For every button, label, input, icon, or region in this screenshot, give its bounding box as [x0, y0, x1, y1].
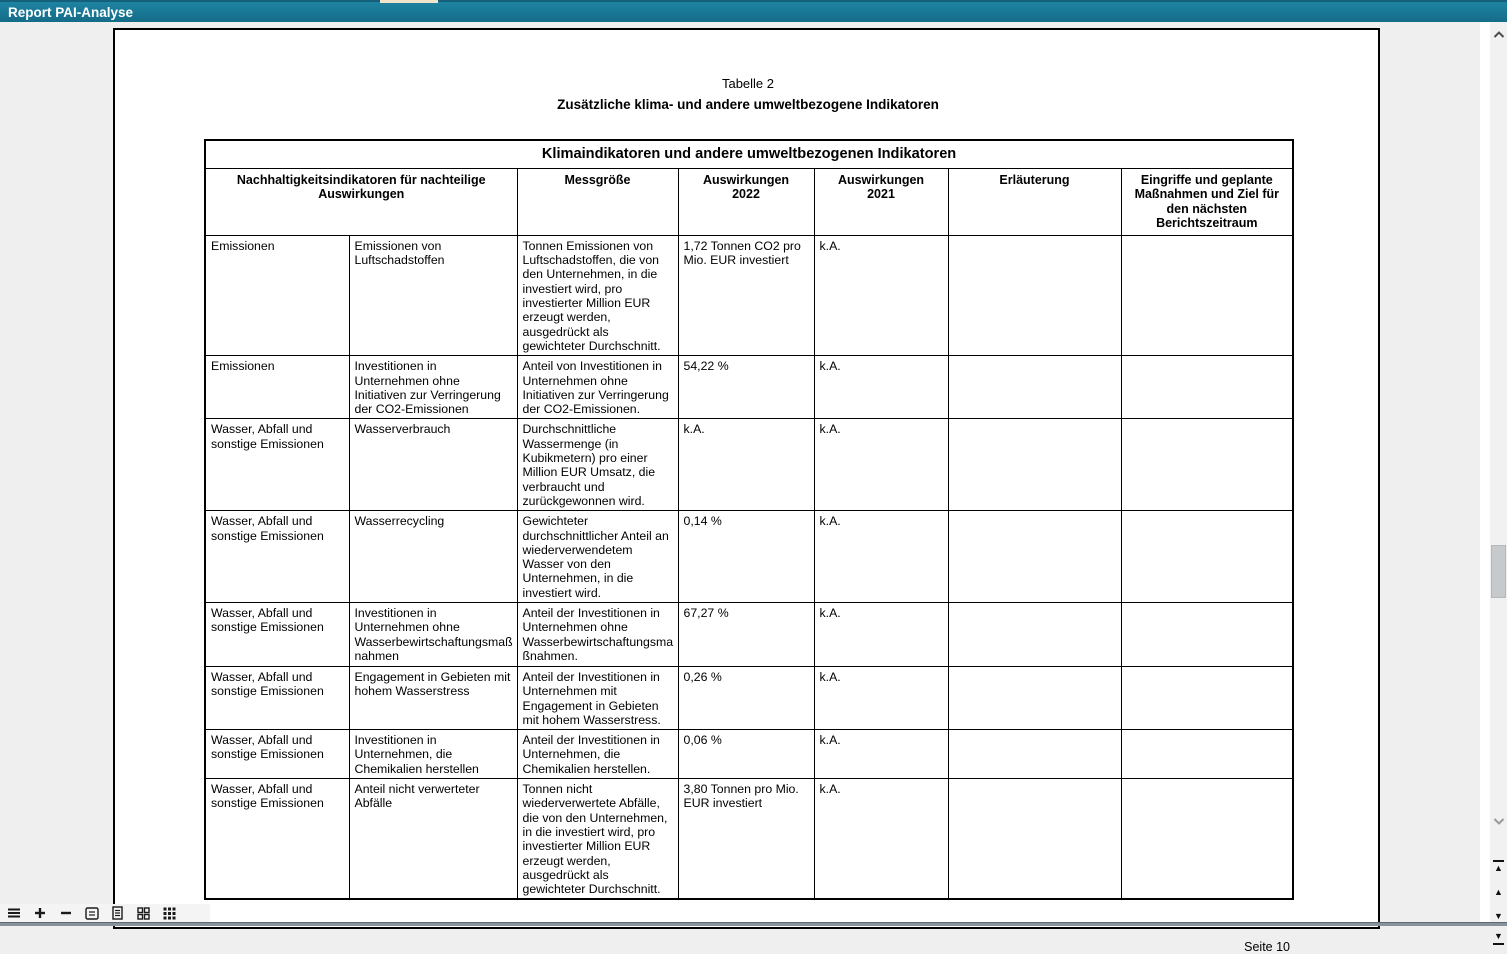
cell-category: Wasser, Abfall und sonstige Emissionen	[205, 730, 349, 779]
grid-view-icon[interactable]	[162, 906, 177, 921]
scrollbar-thumb[interactable]	[1491, 545, 1506, 598]
previous-page-icon: ▲	[1494, 886, 1503, 897]
cell-measure: Durchschnittliche Wassermenge (in Kubikmetern) pro einer Million EUR Umsatz, die verbraucht und zurückgewonnen wird.	[517, 419, 678, 511]
last-page-icon: ▼	[1494, 930, 1503, 941]
table-row	[205, 603, 1293, 667]
cell-category: Emissionen	[205, 356, 349, 419]
cell-actions	[1121, 235, 1293, 355]
cell-impact-2021: k.A.	[814, 419, 948, 511]
cell-measure: Anteil der Investitionen in Unternehmen mit Engagement in Gebieten mit hohem Wasserstress.	[517, 667, 678, 730]
table-row	[205, 779, 1293, 900]
cell-measure: Anteil der Investitionen in Unternehmen ohne Wasserbewirtschaftungsma ßnahmen.	[517, 603, 678, 667]
cell-measure: Gewichteter durchschnittlicher Anteil an wiederverwendetem Wasser von den Unternehmen, in die investiert wird.	[517, 511, 678, 603]
cell-impact-2021: k.A.	[814, 235, 948, 355]
cell-actions	[1121, 667, 1293, 730]
cell-indicator: Investitionen in Unternehmen ohne Wasserbewirtschaftungsmaß nahmen	[349, 603, 517, 667]
document-viewport[interactable]	[0, 22, 1507, 954]
cell-impact-2022: k.A.	[678, 419, 814, 511]
cell-explanation	[948, 730, 1121, 779]
scroll-down-button[interactable]	[1490, 812, 1507, 830]
cell-explanation	[948, 667, 1121, 730]
table-caption	[204, 30, 1292, 112]
col-header-measure: Messgröße	[517, 168, 678, 235]
cell-category: Wasser, Abfall und sonstige Emissionen	[205, 779, 349, 900]
col-header-impact-2022: Auswirkungen 2022	[678, 168, 814, 235]
cell-measure: Anteil von Investitionen in Unternehmen ohne Initiativen zur Verringerung der CO2-Emissionen.	[517, 356, 678, 419]
next-page-icon: ▼	[1494, 910, 1503, 921]
cell-explanation	[948, 603, 1121, 667]
cell-impact-2021: k.A.	[814, 730, 948, 779]
bottom-toolbar	[0, 904, 210, 922]
table-row	[205, 511, 1293, 603]
report-page	[113, 28, 1380, 954]
cell-category: Emissionen	[205, 235, 349, 355]
cell-impact-2022: 1,72 Tonnen CO2 pro Mio. EUR investiert	[678, 235, 814, 355]
page-width-icon[interactable]	[84, 906, 99, 921]
cell-explanation	[948, 356, 1121, 419]
cell-category: Wasser, Abfall und sonstige Emissionen	[205, 603, 349, 667]
table-row	[205, 730, 1293, 779]
cell-explanation	[948, 419, 1121, 511]
cell-impact-2021: k.A.	[814, 511, 948, 603]
cell-explanation	[948, 779, 1121, 900]
cell-actions	[1121, 779, 1293, 900]
previous-page-button[interactable]	[1490, 884, 1507, 900]
indicator-table	[204, 139, 1294, 900]
table-caption-title: Zusätzliche klima- und andere umweltbezogene Indikatoren	[557, 97, 939, 112]
table-row	[205, 419, 1293, 511]
window-title: Report PAI-Analyse	[8, 4, 134, 20]
cell-explanation	[948, 235, 1121, 355]
cell-impact-2022: 54,22 %	[678, 356, 814, 419]
table-body	[205, 235, 1293, 899]
table-caption-number: Tabelle 2	[721, 76, 775, 91]
cell-indicator: Wasserverbrauch	[349, 419, 517, 511]
cell-actions	[1121, 603, 1293, 667]
top-notch	[380, 0, 438, 3]
cell-measure: Tonnen nicht wiederverwertete Abfälle, die von den Unternehmen, in die investiert wird, pro investierter Million EUR erzeugt werden, ausgedrückt als gewichteter Durchschnitt.	[517, 779, 678, 900]
cell-indicator: Emissionen von Luftschadstoffen	[349, 235, 517, 355]
cell-measure: Anteil der Investitionen in Unternehmen, die Chemikalien herstellen.	[517, 730, 678, 779]
cell-category: Wasser, Abfall und sonstige Emissionen	[205, 419, 349, 511]
cell-impact-2021: k.A.	[814, 667, 948, 730]
col-header-impact-2021: Auswirkungen 2021	[814, 168, 948, 235]
cell-actions	[1121, 419, 1293, 511]
cell-impact-2021: k.A.	[814, 603, 948, 667]
table-title: Klimaindikatoren und andere umweltbezogenen Indikatoren	[205, 140, 1293, 168]
scrollbar-gap	[1480, 22, 1490, 926]
scroll-up-button[interactable]	[1490, 26, 1507, 44]
cell-impact-2022: 3,80 Tonnen pro Mio. EUR investiert	[678, 779, 814, 900]
cell-indicator: Anteil nicht verwerteter Abfälle	[349, 779, 517, 900]
last-page-button[interactable]	[1490, 930, 1507, 946]
cell-impact-2022: 0,06 %	[678, 730, 814, 779]
table-row	[205, 667, 1293, 730]
cell-impact-2022: 0,14 %	[678, 511, 814, 603]
zoom-in-icon[interactable]	[32, 906, 47, 921]
zoom-out-icon[interactable]	[58, 906, 73, 921]
page-number: Seite 10	[1244, 940, 1290, 954]
cell-indicator: Investitionen in Unternehmen, die Chemikalien herstellen	[349, 730, 517, 779]
cell-actions	[1121, 356, 1293, 419]
cell-impact-2021: k.A.	[814, 356, 948, 419]
cell-impact-2022: 0,26 %	[678, 667, 814, 730]
col-header-explanation: Erläuterung	[948, 168, 1121, 235]
window-bottom-edge	[0, 922, 1507, 926]
cell-measure: Tonnen Emissionen von Luftschadstoffen, die von den Unternehmen, in die investiert wird, pro investierter Million EUR erzeugt werden, ausgedrückt als gewichteter Durchschnitt.	[517, 235, 678, 355]
first-page-icon	[1493, 860, 1504, 862]
cell-category: Wasser, Abfall und sonstige Emissionen	[205, 667, 349, 730]
cell-actions	[1121, 511, 1293, 603]
cell-category: Wasser, Abfall und sonstige Emissionen	[205, 511, 349, 603]
cell-indicator: Investitionen in Unternehmen ohne Initiativen zur Verringerung der CO2-Emissionen	[349, 356, 517, 419]
window-titlebar	[0, 0, 1507, 22]
table-title-row	[205, 140, 1293, 168]
cell-impact-2022: 67,27 %	[678, 603, 814, 667]
single-page-icon[interactable]	[110, 906, 125, 921]
cell-indicator: Engagement in Gebieten mit hohem Wasserstress	[349, 667, 517, 730]
cell-impact-2021: k.A.	[814, 779, 948, 900]
vertical-scrollbar[interactable]	[1490, 22, 1507, 941]
multi-page-view-icon[interactable]	[136, 906, 151, 921]
cell-explanation	[948, 511, 1121, 603]
cell-indicator: Wasserrecycling	[349, 511, 517, 603]
table-header-row	[205, 168, 1293, 235]
col-header-actions: Eingriffe und geplante Maßnahmen und Ziel für den nächsten Berichtszeitraum	[1121, 168, 1293, 235]
first-page-button[interactable]: ▲	[1490, 858, 1507, 874]
col-header-indicator-group: Nachhaltigkeitsindikatoren für nachteilige Auswirkungen	[205, 168, 517, 235]
table-row	[205, 235, 1293, 355]
table-row	[205, 356, 1293, 419]
cell-actions	[1121, 730, 1293, 779]
menu-icon[interactable]	[6, 906, 21, 921]
